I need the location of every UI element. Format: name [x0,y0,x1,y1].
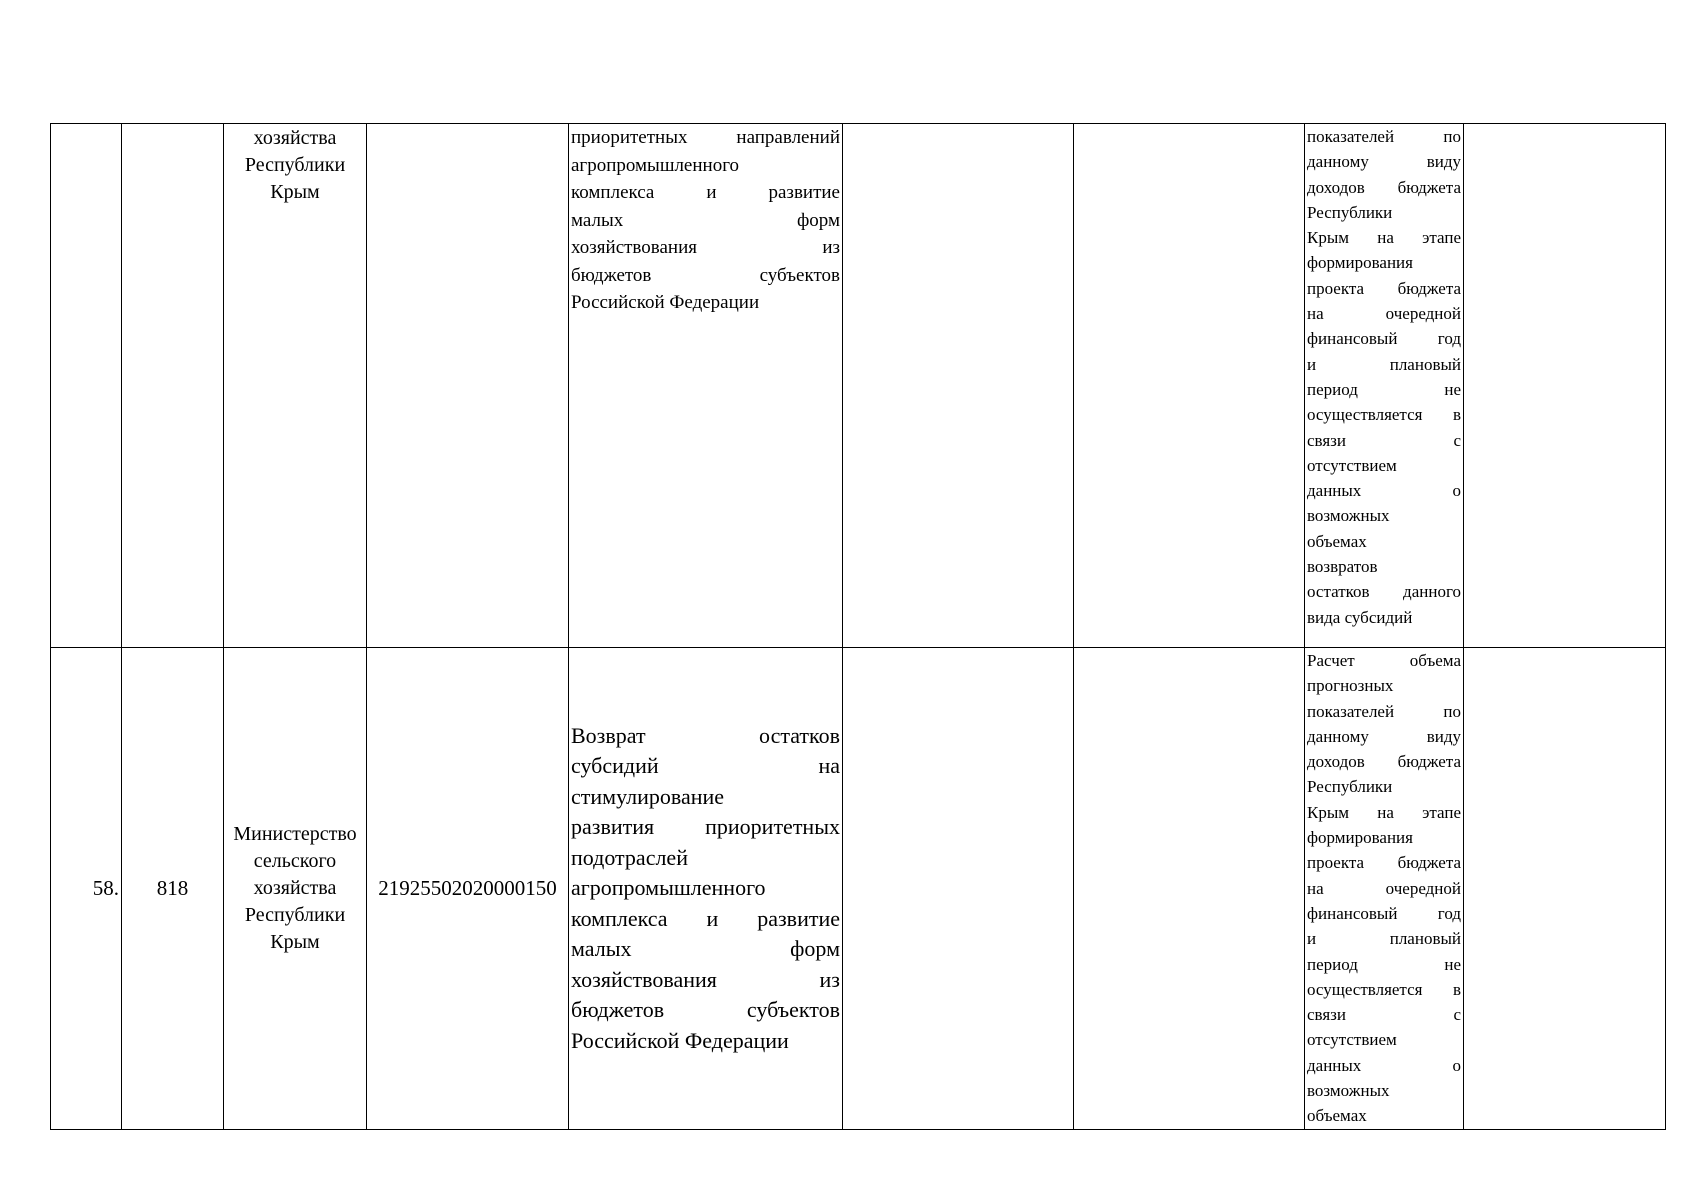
note-line: показателей по [1307,701,1461,721]
note-line: доходов бюджета [1307,752,1461,772]
note-line: объемах [1307,531,1367,551]
administrator-cell [224,124,367,648]
note-line: период не [1307,954,1461,974]
note-line: осуществляется в [1307,979,1461,999]
note-line: и плановый [1307,929,1461,949]
income-line: бюджетов субъектов [571,997,840,1023]
income-line: комплекса и развитие [571,905,840,931]
note-line: Республики [1307,777,1393,797]
note-line: отсутствием [1307,455,1397,475]
budget-table [50,123,1666,1130]
note-cell [1305,124,1464,648]
administrator-line: Республики [244,154,346,176]
note-line: проекта бюджета [1307,278,1461,298]
note-line: формирования [1307,253,1413,273]
note-line: финансовый год [1307,903,1461,923]
empty-cell [843,124,1074,648]
note-line: данному виду [1307,152,1461,172]
note-line: данному виду [1307,726,1461,746]
income-line: малых форм [571,209,840,231]
administrator-line: Крым [270,181,320,203]
note-cell [1305,648,1464,1130]
note-line: связи с [1307,1005,1461,1025]
administrator-line: хозяйства [253,127,337,149]
note-line: связи с [1307,430,1461,450]
kbk-cell [367,124,569,648]
admin-code-cell [122,124,224,648]
income-line: Российской Федерации [571,292,760,313]
note-line: прогнозных [1307,676,1394,696]
income-line: малых форм [571,936,840,962]
administrator-line: Крым [270,930,320,953]
income-line: Возврат остатков [571,722,840,748]
note-line: показателей по [1307,127,1461,146]
note-line: Крым на этапе [1307,228,1461,248]
income-line: бюджетов субъектов [571,264,840,286]
note-line: период не [1307,379,1461,399]
note-line: финансовый год [1307,329,1461,349]
note-line: осуществляется в [1307,405,1461,425]
income-name-cell [569,648,843,1130]
administrator-line: хозяйства [253,876,337,899]
income-line: стимулирование [571,783,725,809]
note-line: возможных [1307,506,1390,526]
admin-code-cell: 818 [122,648,224,1130]
note-line: данных о [1307,481,1461,501]
note-line: формирования [1307,828,1413,848]
income-line: агропромышленного [571,154,740,176]
kbk-cell: 21925502020000150 [367,648,569,1130]
income-line: развития приоритетных [571,814,840,840]
income-line: Российской Федерации [571,1027,789,1053]
administrator-cell [224,648,367,1130]
note-line: возможных [1307,1081,1390,1101]
note-line: Крым на этапе [1307,802,1461,822]
table-row [51,648,1666,1130]
note-line: доходов бюджета [1307,177,1461,197]
income-line: хозяйствования из [571,237,840,258]
note-line: отсутствием [1307,1030,1397,1050]
empty-cell [843,648,1074,1130]
row-number-cell: 58. [51,648,122,1130]
note-line: возвратов [1307,557,1378,577]
row-number-cell [51,124,122,648]
note-line: Расчет объема [1307,651,1461,670]
note-line: на очередной [1307,878,1461,898]
note-line: вида субсидий [1307,607,1413,627]
note-line: и плановый [1307,354,1461,374]
income-line: агропромышленного [571,875,766,901]
note-line: на очередной [1307,304,1461,324]
income-line: приоритетных направлений [571,127,840,148]
empty-cell [1464,124,1666,648]
income-line: подотраслей [571,844,688,870]
income-line: субсидий на [571,753,840,779]
note-line: данных о [1307,1055,1461,1075]
empty-cell [1074,124,1305,648]
administrator-line: Министерство [233,822,357,845]
table-row [51,124,1666,648]
income-line: хозяйствования из [571,966,840,992]
empty-cell [1464,648,1666,1130]
note-line: остатков данного [1307,582,1461,602]
income-name-cell [569,124,843,648]
empty-cell [1074,648,1305,1130]
note-line: проекта бюджета [1307,853,1461,873]
income-line: комплекса и развитие [571,182,840,203]
note-line: объемах [1307,1106,1367,1126]
administrator-line: Республики [244,903,346,926]
administrator-line: сельского [253,849,337,872]
note-line: Республики [1307,202,1393,222]
